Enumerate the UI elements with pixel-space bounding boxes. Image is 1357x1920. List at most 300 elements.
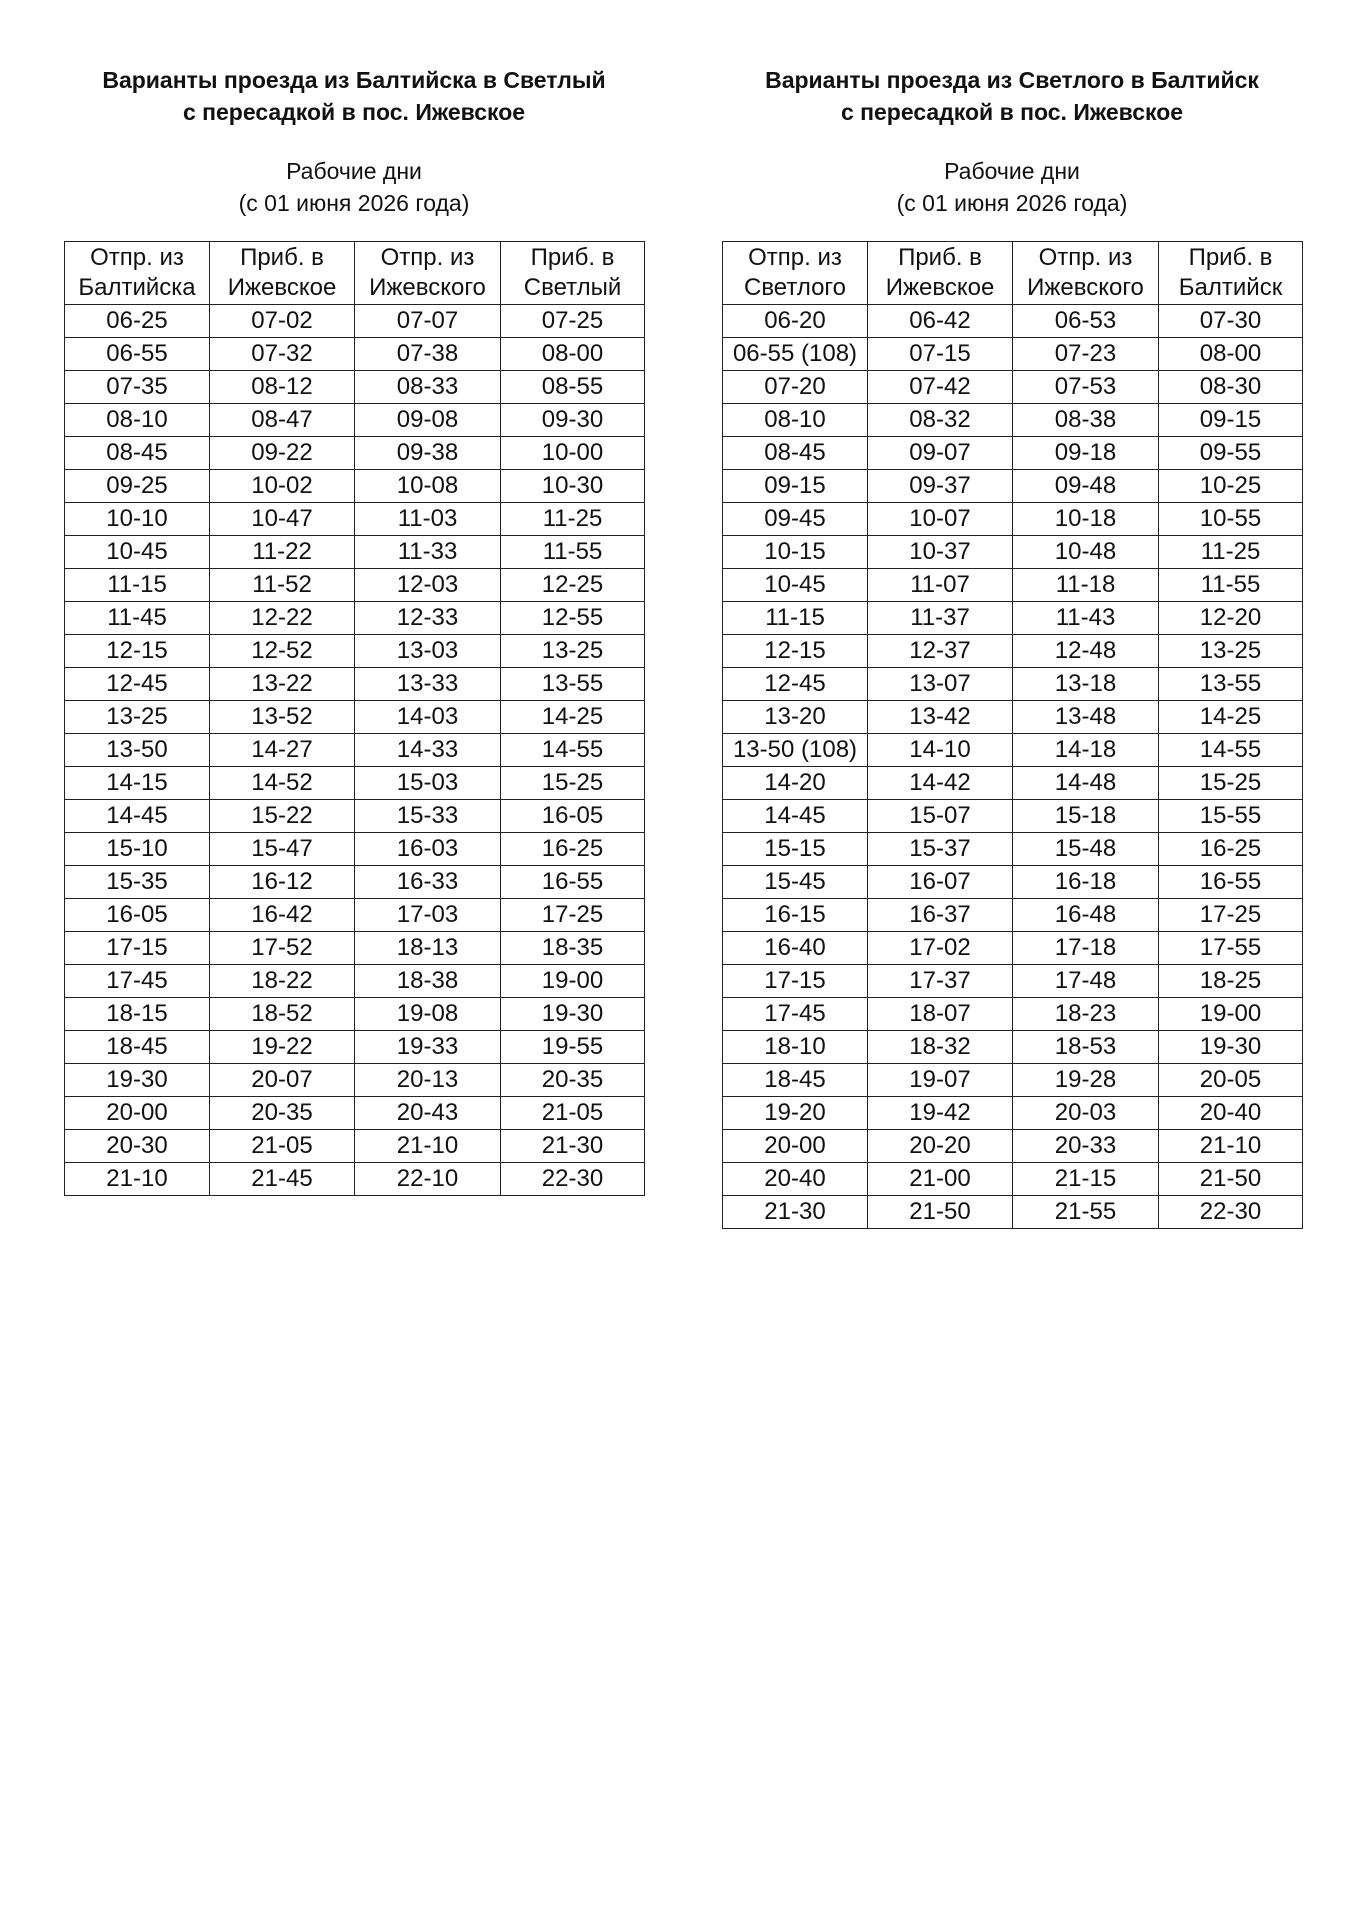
time-cell: 07-30 (1159, 305, 1303, 338)
table-row (723, 470, 1303, 503)
time-cell: 20-05 (1159, 1064, 1303, 1097)
time-cell: 09-55 (1159, 437, 1303, 470)
time-cell: 21-10 (65, 1163, 210, 1196)
time-cell: 14-25 (501, 701, 645, 734)
time-cell: 18-45 (723, 1064, 868, 1097)
time-cell: 13-22 (210, 668, 355, 701)
time-cell: 08-47 (210, 404, 355, 437)
time-cell: 10-47 (210, 503, 355, 536)
time-cell: 10-45 (723, 569, 868, 602)
time-cell: 11-07 (868, 569, 1013, 602)
table-row (723, 305, 1303, 338)
time-cell: 07-35 (65, 371, 210, 404)
time-cell: 21-50 (868, 1196, 1013, 1229)
table-row (65, 437, 645, 470)
time-cell: 19-07 (868, 1064, 1013, 1097)
time-cell: 08-45 (723, 437, 868, 470)
time-cell: 07-53 (1013, 371, 1159, 404)
time-cell: 20-07 (210, 1064, 355, 1097)
time-cell: 17-48 (1013, 965, 1159, 998)
time-cell: 13-55 (501, 668, 645, 701)
time-cell: 14-48 (1013, 767, 1159, 800)
schedule-title (64, 64, 644, 128)
time-cell: 09-38 (355, 437, 501, 470)
table-row (65, 965, 645, 998)
time-cell: 10-08 (355, 470, 501, 503)
time-cell: 09-48 (1013, 470, 1159, 503)
header-line: Ижевского (369, 274, 486, 301)
time-cell: 13-18 (1013, 668, 1159, 701)
time-cell: 09-45 (723, 503, 868, 536)
time-cell: 20-00 (65, 1097, 210, 1130)
time-cell: 13-42 (868, 701, 1013, 734)
time-cell: 22-30 (501, 1163, 645, 1196)
header-line: Отпр. из (1038, 244, 1133, 271)
schedule-days (64, 155, 644, 219)
time-cell: 12-25 (501, 569, 645, 602)
time-cell: 20-20 (868, 1130, 1013, 1163)
time-cell: 08-32 (868, 404, 1013, 437)
time-cell: 13-55 (1159, 668, 1303, 701)
table-row (723, 767, 1303, 800)
table-row (723, 899, 1303, 932)
time-cell: 21-10 (1159, 1130, 1303, 1163)
table-row (65, 800, 645, 833)
time-cell: 16-18 (1013, 866, 1159, 899)
time-cell: 16-37 (868, 899, 1013, 932)
time-cell: 21-30 (501, 1130, 645, 1163)
time-cell: 11-55 (501, 536, 645, 569)
header-line: Приб. в (530, 244, 615, 271)
time-cell: 12-52 (210, 635, 355, 668)
time-cell: 14-55 (1159, 734, 1303, 767)
time-cell: 16-48 (1013, 899, 1159, 932)
table-row (723, 371, 1303, 404)
time-cell: 11-43 (1013, 602, 1159, 635)
time-cell: 19-20 (723, 1097, 868, 1130)
time-cell: 16-03 (355, 833, 501, 866)
time-cell: 10-55 (1159, 503, 1303, 536)
table-row (65, 470, 645, 503)
time-cell: 19-30 (1159, 1031, 1303, 1064)
time-cell: 19-30 (501, 998, 645, 1031)
time-cell: 11-18 (1013, 569, 1159, 602)
table-row (65, 371, 645, 404)
header-line: Ижевское (227, 274, 337, 301)
time-cell: 14-20 (723, 767, 868, 800)
time-cell: 19-55 (501, 1031, 645, 1064)
header-line: Отпр. из (748, 244, 842, 271)
time-cell: 14-42 (868, 767, 1013, 800)
time-cell: 10-48 (1013, 536, 1159, 569)
timetable (64, 241, 645, 1196)
header-line: Балтийск (1178, 274, 1283, 301)
time-cell: 18-25 (1159, 965, 1303, 998)
table-row (723, 1130, 1303, 1163)
schedule-title-line1: Варианты проезда из Балтийска в Светлый (102, 67, 606, 93)
table-row (723, 998, 1303, 1031)
time-cell: 06-53 (1013, 305, 1159, 338)
time-cell: 11-37 (868, 602, 1013, 635)
time-cell: 15-15 (723, 833, 868, 866)
time-cell: 15-03 (355, 767, 501, 800)
time-cell: 11-22 (210, 536, 355, 569)
time-cell: 09-37 (868, 470, 1013, 503)
time-cell: 14-27 (210, 734, 355, 767)
time-cell: 18-07 (868, 998, 1013, 1031)
time-cell: 14-45 (65, 800, 210, 833)
table-row (65, 503, 645, 536)
table-row (65, 998, 645, 1031)
table-row (65, 305, 645, 338)
time-cell: 18-35 (501, 932, 645, 965)
table-row (723, 1163, 1303, 1196)
time-cell: 16-12 (210, 866, 355, 899)
time-cell: 20-35 (210, 1097, 355, 1130)
time-cell: 15-45 (723, 866, 868, 899)
time-cell: 08-10 (65, 404, 210, 437)
column-header (723, 242, 868, 305)
time-cell: 07-15 (868, 338, 1013, 371)
time-cell: 15-10 (65, 833, 210, 866)
table-row (723, 1196, 1303, 1229)
time-cell: 20-40 (723, 1163, 868, 1196)
time-cell: 17-15 (723, 965, 868, 998)
table-row (65, 866, 645, 899)
schedule-title (722, 64, 1302, 128)
time-cell: 15-07 (868, 800, 1013, 833)
column-header (1159, 242, 1303, 305)
time-cell: 21-15 (1013, 1163, 1159, 1196)
time-cell: 15-37 (868, 833, 1013, 866)
time-cell: 19-08 (355, 998, 501, 1031)
time-cell: 13-33 (355, 668, 501, 701)
time-cell: 15-18 (1013, 800, 1159, 833)
time-cell: 10-37 (868, 536, 1013, 569)
time-cell: 12-33 (355, 602, 501, 635)
time-cell: 16-05 (65, 899, 210, 932)
header-line: Ижевского (1027, 274, 1144, 301)
time-cell: 10-15 (723, 536, 868, 569)
time-cell: 10-18 (1013, 503, 1159, 536)
time-cell: 15-47 (210, 833, 355, 866)
time-cell: 12-48 (1013, 635, 1159, 668)
time-cell: 08-33 (355, 371, 501, 404)
schedule-title-line2: с пересадкой в пос. Ижевское (840, 99, 1184, 125)
schedule-title-line2: с пересадкой в пос. Ижевское (182, 99, 526, 125)
time-cell: 09-25 (65, 470, 210, 503)
table-row (723, 536, 1303, 569)
time-cell: 12-15 (65, 635, 210, 668)
time-cell: 13-52 (210, 701, 355, 734)
time-cell: 06-42 (868, 305, 1013, 338)
time-cell: 12-45 (723, 668, 868, 701)
time-cell: 21-55 (1013, 1196, 1159, 1229)
time-cell: 21-05 (210, 1130, 355, 1163)
time-cell: 14-45 (723, 800, 868, 833)
table-row (723, 932, 1303, 965)
table-row (65, 569, 645, 602)
header-line: Приб. в (1188, 244, 1273, 271)
column-header (65, 242, 210, 305)
time-cell: 06-55 (65, 338, 210, 371)
table-row (723, 404, 1303, 437)
time-cell: 14-10 (868, 734, 1013, 767)
column-header (210, 242, 355, 305)
time-cell: 08-00 (1159, 338, 1303, 371)
time-cell: 16-33 (355, 866, 501, 899)
time-cell: 18-52 (210, 998, 355, 1031)
table-row (723, 503, 1303, 536)
table-row (65, 1031, 645, 1064)
time-cell: 21-30 (723, 1196, 868, 1229)
time-cell: 14-18 (1013, 734, 1159, 767)
time-cell: 15-33 (355, 800, 501, 833)
time-cell: 15-25 (501, 767, 645, 800)
time-cell: 15-48 (1013, 833, 1159, 866)
time-cell: 13-50 (108) (723, 734, 868, 767)
time-cell: 14-33 (355, 734, 501, 767)
table-row (65, 338, 645, 371)
schedule-effective-date: (с 01 июня 2026 года) (238, 190, 470, 216)
schedule-baltiysk-svetly (64, 64, 644, 1196)
timetable (722, 241, 1303, 1229)
column-header (355, 242, 501, 305)
time-cell: 17-55 (1159, 932, 1303, 965)
schedule-svetly-baltiysk (722, 64, 1302, 1229)
time-cell: 11-03 (355, 503, 501, 536)
time-cell: 16-05 (501, 800, 645, 833)
time-cell: 19-33 (355, 1031, 501, 1064)
time-cell: 17-52 (210, 932, 355, 965)
table-row (65, 404, 645, 437)
time-cell: 17-25 (1159, 899, 1303, 932)
time-cell: 20-40 (1159, 1097, 1303, 1130)
time-cell: 15-25 (1159, 767, 1303, 800)
table-row (65, 668, 645, 701)
time-cell: 06-25 (65, 305, 210, 338)
time-cell: 17-37 (868, 965, 1013, 998)
header-line: Ижевское (885, 274, 995, 301)
time-cell: 10-02 (210, 470, 355, 503)
time-cell: 18-38 (355, 965, 501, 998)
time-cell: 16-55 (1159, 866, 1303, 899)
time-cell: 12-45 (65, 668, 210, 701)
time-cell: 10-00 (501, 437, 645, 470)
time-cell: 10-25 (1159, 470, 1303, 503)
time-cell: 11-33 (355, 536, 501, 569)
table-row (723, 569, 1303, 602)
time-cell: 18-13 (355, 932, 501, 965)
time-cell: 11-55 (1159, 569, 1303, 602)
time-cell: 20-43 (355, 1097, 501, 1130)
time-cell: 09-30 (501, 404, 645, 437)
time-cell: 08-38 (1013, 404, 1159, 437)
table-row (723, 1064, 1303, 1097)
time-cell: 18-15 (65, 998, 210, 1031)
time-cell: 13-25 (501, 635, 645, 668)
schedule-days-label: Рабочие дни (944, 158, 1080, 184)
time-cell: 17-25 (501, 899, 645, 932)
header-line: Отпр. из (380, 244, 475, 271)
time-cell: 09-08 (355, 404, 501, 437)
time-cell: 07-38 (355, 338, 501, 371)
time-cell: 11-25 (1159, 536, 1303, 569)
time-cell: 19-00 (501, 965, 645, 998)
timetable-body (65, 305, 645, 1196)
table-row (723, 965, 1303, 998)
time-cell: 08-45 (65, 437, 210, 470)
time-cell: 17-02 (868, 932, 1013, 965)
table-row (65, 833, 645, 866)
time-cell: 07-42 (868, 371, 1013, 404)
table-row (65, 635, 645, 668)
time-cell: 14-03 (355, 701, 501, 734)
time-cell: 15-22 (210, 800, 355, 833)
time-cell: 08-00 (501, 338, 645, 371)
time-cell: 08-12 (210, 371, 355, 404)
time-cell: 14-25 (1159, 701, 1303, 734)
header-line: Балтийска (78, 274, 196, 301)
header-line: Приб. в (898, 244, 982, 271)
table-row (723, 668, 1303, 701)
table-row (65, 767, 645, 800)
time-cell: 09-18 (1013, 437, 1159, 470)
time-cell: 08-30 (1159, 371, 1303, 404)
time-cell: 12-20 (1159, 602, 1303, 635)
time-cell: 13-25 (65, 701, 210, 734)
table-row (723, 734, 1303, 767)
time-cell: 12-22 (210, 602, 355, 635)
header-line: Отпр. из (90, 244, 184, 271)
table-row (65, 899, 645, 932)
timetable-header (723, 242, 1303, 305)
time-cell: 21-00 (868, 1163, 1013, 1196)
time-cell: 08-10 (723, 404, 868, 437)
time-cell: 10-30 (501, 470, 645, 503)
table-row (65, 1163, 645, 1196)
time-cell: 17-18 (1013, 932, 1159, 965)
time-cell: 17-45 (723, 998, 868, 1031)
time-cell: 18-45 (65, 1031, 210, 1064)
time-cell: 11-15 (65, 569, 210, 602)
time-cell: 07-07 (355, 305, 501, 338)
time-cell: 11-52 (210, 569, 355, 602)
table-row (65, 701, 645, 734)
time-cell: 13-50 (65, 734, 210, 767)
time-cell: 16-55 (501, 866, 645, 899)
time-cell: 12-15 (723, 635, 868, 668)
time-cell: 18-22 (210, 965, 355, 998)
time-cell: 16-07 (868, 866, 1013, 899)
time-cell: 16-25 (1159, 833, 1303, 866)
time-cell: 19-22 (210, 1031, 355, 1064)
time-cell: 21-05 (501, 1097, 645, 1130)
time-cell: 09-15 (1159, 404, 1303, 437)
table-row (65, 1064, 645, 1097)
time-cell: 19-42 (868, 1097, 1013, 1130)
time-cell: 13-07 (868, 668, 1013, 701)
time-cell: 15-35 (65, 866, 210, 899)
time-cell: 21-10 (355, 1130, 501, 1163)
time-cell: 10-07 (868, 503, 1013, 536)
time-cell: 07-02 (210, 305, 355, 338)
time-cell: 07-32 (210, 338, 355, 371)
time-cell: 18-53 (1013, 1031, 1159, 1064)
schedule-days (722, 155, 1302, 219)
time-cell: 13-03 (355, 635, 501, 668)
time-cell: 16-25 (501, 833, 645, 866)
time-cell: 09-22 (210, 437, 355, 470)
time-cell: 12-55 (501, 602, 645, 635)
header-line: Светлый (523, 274, 622, 301)
table-row (65, 932, 645, 965)
time-cell: 10-45 (65, 536, 210, 569)
time-cell: 06-55 (108) (723, 338, 868, 371)
time-cell: 10-10 (65, 503, 210, 536)
table-row (65, 1130, 645, 1163)
time-cell: 18-10 (723, 1031, 868, 1064)
time-cell: 07-20 (723, 371, 868, 404)
time-cell: 20-35 (501, 1064, 645, 1097)
time-cell: 14-52 (210, 767, 355, 800)
table-row (723, 437, 1303, 470)
table-row (723, 1097, 1303, 1130)
table-row (723, 338, 1303, 371)
time-cell: 18-23 (1013, 998, 1159, 1031)
schedule-effective-date: (с 01 июня 2026 года) (896, 190, 1128, 216)
table-row (723, 800, 1303, 833)
time-cell: 20-33 (1013, 1130, 1159, 1163)
timetable-body (723, 305, 1303, 1229)
time-cell: 09-07 (868, 437, 1013, 470)
time-cell: 16-40 (723, 932, 868, 965)
time-cell: 21-50 (1159, 1163, 1303, 1196)
schedule-title-line1: Варианты проезда из Светлого в Балтийск (765, 67, 1259, 93)
time-cell: 21-45 (210, 1163, 355, 1196)
header-line: Светлого (743, 274, 847, 301)
header-line: Приб. в (240, 244, 324, 271)
table-row (723, 1031, 1303, 1064)
time-cell: 11-15 (723, 602, 868, 635)
time-cell: 14-55 (501, 734, 645, 767)
header-row (65, 242, 645, 305)
time-cell: 13-25 (1159, 635, 1303, 668)
column-header (868, 242, 1013, 305)
table-row (65, 536, 645, 569)
time-cell: 12-03 (355, 569, 501, 602)
time-cell: 17-45 (65, 965, 210, 998)
table-row (723, 701, 1303, 734)
time-cell: 11-45 (65, 602, 210, 635)
time-cell: 18-32 (868, 1031, 1013, 1064)
time-cell: 14-15 (65, 767, 210, 800)
time-cell: 13-20 (723, 701, 868, 734)
time-cell: 22-30 (1159, 1196, 1303, 1229)
time-cell: 16-15 (723, 899, 868, 932)
time-cell: 20-13 (355, 1064, 501, 1097)
column-header (501, 242, 645, 305)
timetable-header (65, 242, 645, 305)
time-cell: 11-25 (501, 503, 645, 536)
time-cell: 17-15 (65, 932, 210, 965)
time-cell: 12-37 (868, 635, 1013, 668)
time-cell: 07-23 (1013, 338, 1159, 371)
table-row (65, 602, 645, 635)
time-cell: 17-03 (355, 899, 501, 932)
time-cell: 08-55 (501, 371, 645, 404)
table-row (65, 734, 645, 767)
